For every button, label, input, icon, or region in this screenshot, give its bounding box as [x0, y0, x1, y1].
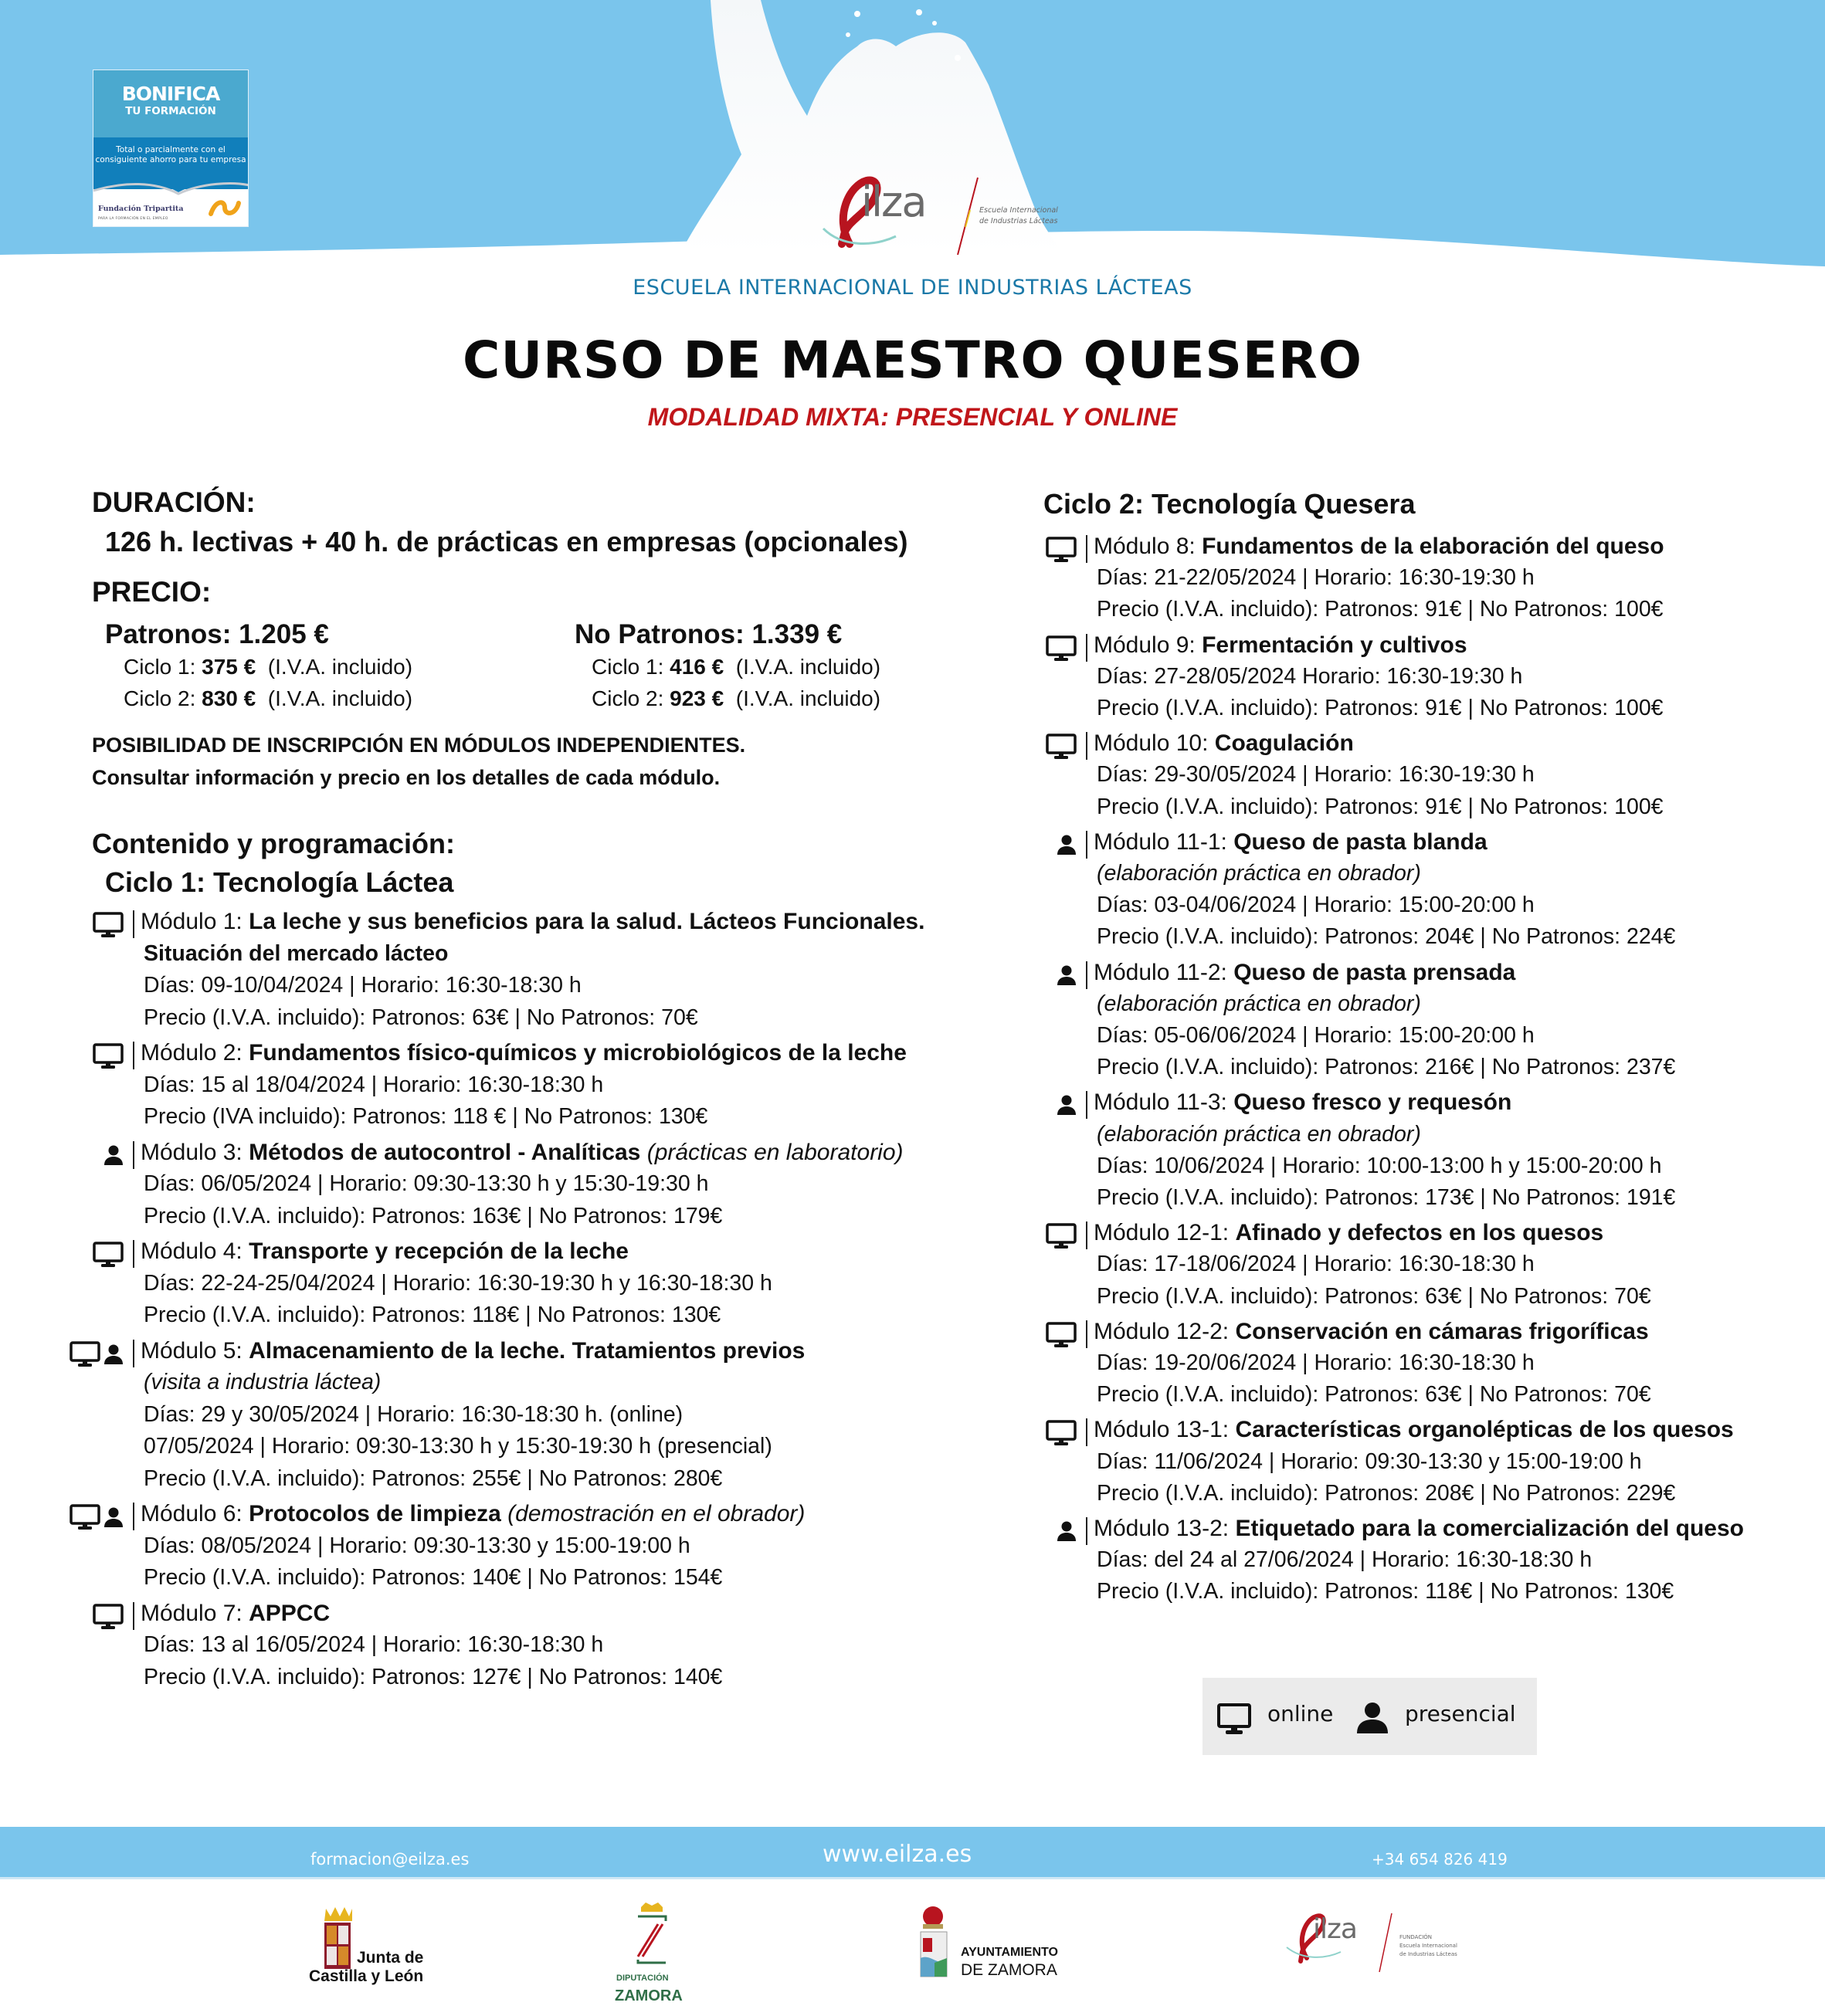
module-separator — [1086, 1091, 1087, 1119]
online-monitor-icon — [93, 1604, 124, 1630]
module-name: Almacenamiento de la leche. Tratamientos previos — [249, 1337, 806, 1364]
module-mode-icons — [93, 912, 124, 938]
module-number: Módulo 11-1: — [1094, 828, 1234, 855]
module-price: Precio (IVA incluido): Patronos: 118 € | No Patronos: 130€ — [144, 1104, 708, 1129]
diputacion-zamora-label: ZAMORA — [615, 1987, 683, 2004]
module-name: Etiquetado para la comercialización del queso — [1235, 1516, 1744, 1541]
module-title — [141, 1601, 330, 1627]
module-price: Precio (I.V.A. incluido): Patronos: 91€ | No Patronos: 100€ — [1097, 597, 1664, 622]
presencial-person-icon — [1057, 834, 1077, 856]
module-number: Módulo 7: — [141, 1600, 249, 1626]
price-no-patronos-total: No Patronos: 1.339 € — [575, 619, 843, 649]
eilza-footer-line3: de Industrias Lácteas — [1399, 1951, 1457, 1957]
module-title — [141, 1338, 805, 1364]
online-monitor-icon — [93, 912, 124, 938]
legend-presencial-label: presencial — [1405, 1701, 1516, 1726]
module-name: Transporte y recepción de la leche — [249, 1238, 629, 1264]
online-monitor-icon — [1046, 537, 1077, 563]
module-number: Módulo 5: — [141, 1337, 249, 1364]
sponsor-diputacion-zamora — [615, 1896, 689, 2004]
ciclo2-value: 830 € — [202, 686, 256, 710]
presencial-person-icon — [1057, 1520, 1077, 1542]
module-schedule: Días: del 24 al 27/06/2024 | Horario: 16:30-18:30 h — [1097, 1547, 1593, 1573]
online-monitor-icon — [1046, 1322, 1077, 1348]
consult-details-notice: Consultar información y precio en los detalles de cada módulo. — [92, 766, 721, 789]
module-mode-icons — [93, 1043, 124, 1069]
module-separator — [1086, 831, 1087, 859]
module-number: Módulo 8: — [1094, 534, 1203, 559]
module-name: Queso de pasta prensada — [1233, 959, 1516, 985]
module-separator — [1086, 634, 1087, 662]
price-no-patronos-ciclo2 — [592, 686, 880, 711]
presencial-person-icon — [103, 1506, 124, 1528]
module-schedule: Días: 03-04/06/2024 | Horario: 15:00-20:00 h — [1097, 893, 1535, 918]
sponsor-fundacion-eilza — [1285, 1907, 1471, 1977]
module-schedule: 07/05/2024 | Horario: 09:30-13:30 h y 15:30-19:30 h (presencial) — [144, 1434, 772, 1459]
page-title: CURSO DE MAESTRO QUESERO — [463, 330, 1362, 390]
module-separator — [1086, 961, 1087, 989]
module-price: Precio (I.V.A. incluido): Patronos: 91€ | No Patronos: 100€ — [1097, 696, 1664, 720]
module-title — [1094, 1220, 1603, 1246]
ciclo1-heading: Ciclo 1: Tecnología Láctea — [105, 866, 454, 898]
eilza-footer-logo-text: ilza — [1313, 1913, 1357, 1945]
module-title — [141, 1140, 904, 1166]
module-note: (elaboración práctica en obrador) — [1097, 861, 1421, 886]
module-mode-icons — [1046, 1420, 1077, 1446]
module-mode-icons — [1057, 1520, 1077, 1542]
module-number: Módulo 12-2: — [1094, 1318, 1236, 1344]
module-mode-icons — [1057, 1094, 1077, 1116]
module-name-continued: Situación del mercado lácteo — [144, 940, 449, 966]
price-patronos-ciclo2 — [124, 686, 412, 711]
module-number: Módulo 11-2: — [1094, 959, 1234, 985]
module-schedule: Días: 29 y 30/05/2024 | Horario: 16:30-18:30 h. (online) — [144, 1401, 684, 1427]
module-mode-icons — [93, 1604, 124, 1630]
module-mode-icons — [1046, 537, 1077, 563]
module-name: Coagulación — [1214, 730, 1354, 757]
content-heading: Contenido y programación: — [92, 828, 456, 859]
online-monitor-icon — [70, 1341, 100, 1367]
module-price: Precio (I.V.A. incluido): Patronos: 118€ | No Patronos: 130€ — [144, 1303, 721, 1327]
module-mode-icons — [1046, 1322, 1077, 1348]
bonifica-body: Total o parcialmente con el consiguiente ahorro para tu empresa — [93, 137, 248, 189]
module-price: Precio (I.V.A. incluido): Patronos: 163€ | No Patronos: 179€ — [144, 1203, 723, 1228]
school-name: ESCUELA INTERNACIONAL DE INDUSTRIAS LÁCTEAS — [633, 276, 1192, 300]
ciclo1-value: 416 € — [670, 655, 724, 679]
ayuntamiento-label-line1: AYUNTAMIENTO — [961, 1946, 1058, 1959]
module-separator — [133, 1042, 134, 1069]
module-schedule: Días: 17-18/06/2024 | Horario: 16:30-18:30 h — [1097, 1252, 1535, 1277]
price-patronos-total: Patronos: 1.205 € — [105, 619, 329, 649]
ayuntamiento-label-line2: DE ZAMORA — [961, 1961, 1057, 1979]
mode-legend — [1203, 1678, 1537, 1755]
module-name: Métodos de autocontrol - Analíticas — [249, 1139, 641, 1165]
module-schedule: Días: 05-06/06/2024 | Horario: 15:00-20:00 h — [1097, 1023, 1535, 1048]
presencial-person-icon — [103, 1343, 124, 1365]
module-separator — [133, 1503, 134, 1530]
module-number: Módulo 4: — [141, 1238, 249, 1264]
module-separator — [133, 1240, 134, 1268]
eilza-footer-line2: Escuela Internacional — [1399, 1943, 1457, 1949]
price-patronos-ciclo1 — [124, 655, 412, 679]
online-monitor-icon — [1216, 1703, 1252, 1736]
module-note: (elaboración práctica en obrador) — [1097, 991, 1421, 1016]
module-number: Módulo 13-2: — [1094, 1516, 1236, 1541]
module-mode-icons — [103, 1144, 124, 1166]
module-separator — [1086, 1320, 1087, 1348]
module-note: (elaboración práctica en obrador) — [1097, 1121, 1421, 1147]
module-number: Módulo 11-3: — [1094, 1089, 1234, 1116]
module-name: Queso fresco y requesón — [1233, 1089, 1512, 1116]
module-price: Precio (I.V.A. incluido): Patronos: 127€ | No Patronos: 140€ — [144, 1664, 723, 1689]
module-name: Fermentación y cultivos — [1202, 632, 1467, 658]
module-note: (prácticas en laboratorio) — [646, 1139, 904, 1165]
eilza-logo-text: ilza — [861, 178, 926, 226]
online-monitor-icon — [1046, 635, 1077, 662]
module-mode-icons — [93, 1242, 124, 1268]
module-title — [141, 1238, 629, 1265]
module-title — [1094, 960, 1515, 986]
module-separator — [1086, 1517, 1087, 1545]
module-title — [141, 909, 924, 935]
module-title — [141, 1501, 805, 1527]
module-separator — [133, 1141, 134, 1169]
module-price: Precio (I.V.A. incluido): Patronos: 140€ | No Patronos: 154€ — [144, 1565, 723, 1590]
module-price: Precio (I.V.A. incluido): Patronos: 63€ | No Patronos: 70€ — [144, 1005, 698, 1030]
duration-heading: DURACIÓN: — [92, 486, 256, 518]
module-title — [1094, 1089, 1511, 1116]
ciclo2-label: Ciclo 2: — [592, 686, 664, 710]
module-name: Conservación en cámaras frigoríficas — [1235, 1318, 1649, 1344]
footer-website-link[interactable]: www.eilza.es — [823, 1841, 972, 1868]
presencial-person-icon — [1057, 1094, 1077, 1116]
module-title — [1094, 632, 1467, 659]
duration-value: 126 h. lectivas + 40 h. de prácticas en empresas (opcionales) — [105, 526, 908, 557]
module-schedule: Días: 29-30/05/2024 | Horario: 16:30-19:30 h — [1097, 762, 1535, 788]
presencial-person-icon — [1355, 1701, 1389, 1735]
junta-name-line1: Junta de — [357, 1949, 424, 1967]
footer-phone: +34 654 826 419 — [1372, 1850, 1508, 1869]
module-mode-icons — [1046, 734, 1077, 760]
module-price: Precio (I.V.A. incluido): Patronos: 208€ | No Patronos: 229€ — [1097, 1480, 1676, 1506]
module-number: Módulo 2: — [141, 1040, 249, 1066]
eilza-tagline-line2: de Industrias Lácteas — [979, 217, 1058, 225]
module-schedule: Días: 11/06/2024 | Horario: 09:30-13:30 y 15:00-19:00 h — [1097, 1448, 1642, 1474]
bonifica-subtitle: TU FORMACIÓN — [125, 105, 216, 117]
module-number: Módulo 3: — [141, 1139, 249, 1165]
ciclo1-label: Ciclo 1: — [592, 655, 664, 679]
eilza-logo-tagline — [979, 205, 1058, 227]
module-note: (visita a industria láctea) — [144, 1370, 382, 1394]
online-monitor-icon — [93, 1242, 124, 1268]
iva-note: (I.V.A. incluido) — [735, 686, 881, 710]
ciclo2-label: Ciclo 2: — [124, 686, 196, 710]
module-name: Queso de pasta blanda — [1233, 828, 1487, 855]
module-title — [1094, 829, 1487, 856]
module-name: Fundamentos de la elaboración del queso — [1202, 534, 1664, 559]
module-schedule: Días: 06/05/2024 | Horario: 09:30-13:30 h y 15:30-19:30 h — [144, 1171, 709, 1196]
module-separator — [1086, 1221, 1087, 1249]
module-number: Módulo 1: — [141, 909, 249, 934]
module-mode-icons — [1057, 834, 1077, 856]
ciclo2-heading: Ciclo 2: Tecnología Quesera — [1043, 488, 1416, 520]
module-name: La leche y sus beneficios para la salud. Lácteos Funcionales. — [249, 909, 925, 934]
module-title — [1094, 534, 1664, 560]
online-monitor-icon — [1046, 1420, 1077, 1446]
module-price: Precio (I.V.A. incluido): Patronos: 204€ | No Patronos: 224€ — [1097, 924, 1676, 950]
presencial-person-icon — [1057, 964, 1077, 986]
footer-email-link[interactable]: formacion@eilza.es — [310, 1850, 470, 1869]
module-mode-icons — [70, 1341, 124, 1367]
module-price: Precio (I.V.A. incluido): Patronos: 63€ | No Patronos: 70€ — [1097, 1382, 1651, 1408]
module-separator — [133, 1602, 134, 1630]
presencial-person-icon — [103, 1144, 124, 1166]
module-price: Precio (I.V.A. incluido): Patronos: 118€ | No Patronos: 130€ — [1097, 1579, 1674, 1604]
module-price: Precio (I.V.A. incluido): Patronos: 173€ | No Patronos: 191€ — [1097, 1185, 1676, 1210]
module-note: (demostración en el obrador) — [507, 1501, 806, 1526]
module-title — [1094, 730, 1354, 757]
eilza-footer-line1: FUNDACIÓN — [1399, 1934, 1433, 1940]
module-mode-icons — [1046, 635, 1077, 662]
module-title — [1094, 1516, 1744, 1542]
module-schedule: Días: 27-28/05/2024 Horario: 16:30-19:30 h — [1097, 663, 1523, 689]
module-title — [1094, 1417, 1734, 1443]
module-number: Módulo 13-1: — [1094, 1417, 1236, 1443]
module-name: Fundamentos físico-químicos y microbiológicos de la leche — [249, 1040, 907, 1066]
diputacion-z-emblem-icon — [615, 1896, 689, 1974]
fundacion-tripartita-label: Fundación Tripartita — [98, 205, 184, 213]
module-mode-icons — [1057, 964, 1077, 986]
module-separator — [133, 1340, 134, 1367]
bonifica-title: BONIFICA — [121, 83, 220, 105]
module-name: APPCC — [249, 1600, 331, 1626]
module-name: Características organolépticas de los quesos — [1235, 1417, 1734, 1443]
iva-note: (I.V.A. incluido) — [267, 686, 413, 710]
eilza-footer-tagline — [1399, 1933, 1457, 1959]
module-schedule: Días: 19-20/06/2024 | Horario: 16:30-18:30 h — [1097, 1350, 1535, 1375]
module-schedule: Días: 13 al 16/05/2024 | Horario: 16:30-18:30 h — [144, 1632, 604, 1657]
ciclo1-label: Ciclo 1: — [124, 655, 196, 679]
module-name: Protocolos de limpieza — [249, 1501, 501, 1526]
online-monitor-icon — [70, 1504, 100, 1530]
bonifica-badge — [93, 69, 249, 227]
module-price: Precio (I.V.A. incluido): Patronos: 63€ | No Patronos: 70€ — [1097, 1283, 1651, 1309]
module-price: Precio (I.V.A. incluido): Patronos: 91€ | No Patronos: 100€ — [1097, 794, 1664, 819]
module-number: Módulo 12-1: — [1094, 1220, 1236, 1246]
module-schedule: Días: 10/06/2024 | Horario: 10:00-13:00 h y 15:00-20:00 h — [1097, 1153, 1662, 1178]
module-separator — [1086, 1418, 1087, 1446]
eilza-tagline-line1: Escuela Internacional — [979, 206, 1058, 215]
module-price: Precio (I.V.A. incluido): Patronos: 255€ | No Patronos: 280€ — [144, 1465, 723, 1491]
online-monitor-icon — [93, 1043, 124, 1069]
page-subtitle: MODALIDAD MIXTA: PRESENCIAL Y ONLINE — [647, 403, 1178, 431]
module-title — [1094, 1319, 1649, 1345]
price-no-patronos-ciclo1 — [592, 655, 880, 679]
module-mode-icons — [1046, 1223, 1077, 1249]
module-schedule: Días: 22-24-25/04/2024 | Horario: 16:30-19:30 h y 16:30-18:30 h — [144, 1270, 772, 1296]
price-heading: PRECIO: — [92, 576, 212, 608]
module-separator — [1086, 535, 1087, 563]
fundacion-tripartita-sub: PARA LA FORMACIÓN EN EL EMPLEO — [98, 217, 168, 221]
module-name: Afinado y defectos en los quesos — [1235, 1220, 1604, 1246]
diputacion-label: DIPUTACIÓN — [616, 1974, 669, 1983]
module-schedule: Días: 21-22/05/2024 | Horario: 16:30-19:30 h — [1097, 565, 1535, 591]
module-schedule: Días: 08/05/2024 | Horario: 09:30-13:30 y 15:00-19:00 h — [144, 1533, 690, 1558]
iva-note: (I.V.A. incluido) — [735, 655, 881, 679]
module-title — [141, 1040, 907, 1066]
module-separator — [133, 910, 134, 938]
module-separator — [1086, 732, 1087, 760]
junta-coat-of-arms-icon — [320, 1906, 355, 1975]
online-monitor-icon — [1046, 1223, 1077, 1249]
legend-online-label: online — [1267, 1701, 1334, 1726]
independent-modules-notice: POSIBILIDAD DE INSCRIPCIÓN EN MÓDULOS INDEPENDIENTES. — [92, 734, 746, 757]
module-price: Precio (I.V.A. incluido): Patronos: 216€ | No Patronos: 237€ — [1097, 1055, 1676, 1080]
ciclo2-value: 923 € — [670, 686, 724, 710]
tripartita-logo-icon — [208, 197, 242, 217]
ayuntamiento-coat-of-arms-icon — [916, 1904, 952, 1981]
module-schedule: Días: 09-10/04/2024 | Horario: 16:30-18:30 h — [144, 973, 582, 998]
module-schedule: Días: 15 al 18/04/2024 | Horario: 16:30-18:30 h — [144, 1072, 604, 1097]
module-mode-icons — [70, 1504, 124, 1530]
module-number: Módulo 10: — [1094, 730, 1215, 757]
module-number: Módulo 9: — [1094, 632, 1203, 658]
module-number: Módulo 6: — [141, 1501, 249, 1526]
footer-contact-bar — [0, 1827, 1825, 1879]
junta-name-line2: Castilla y León — [309, 1967, 424, 1985]
ciclo1-value: 375 € — [202, 655, 256, 679]
iva-note: (I.V.A. incluido) — [267, 655, 413, 679]
online-monitor-icon — [1046, 734, 1077, 760]
